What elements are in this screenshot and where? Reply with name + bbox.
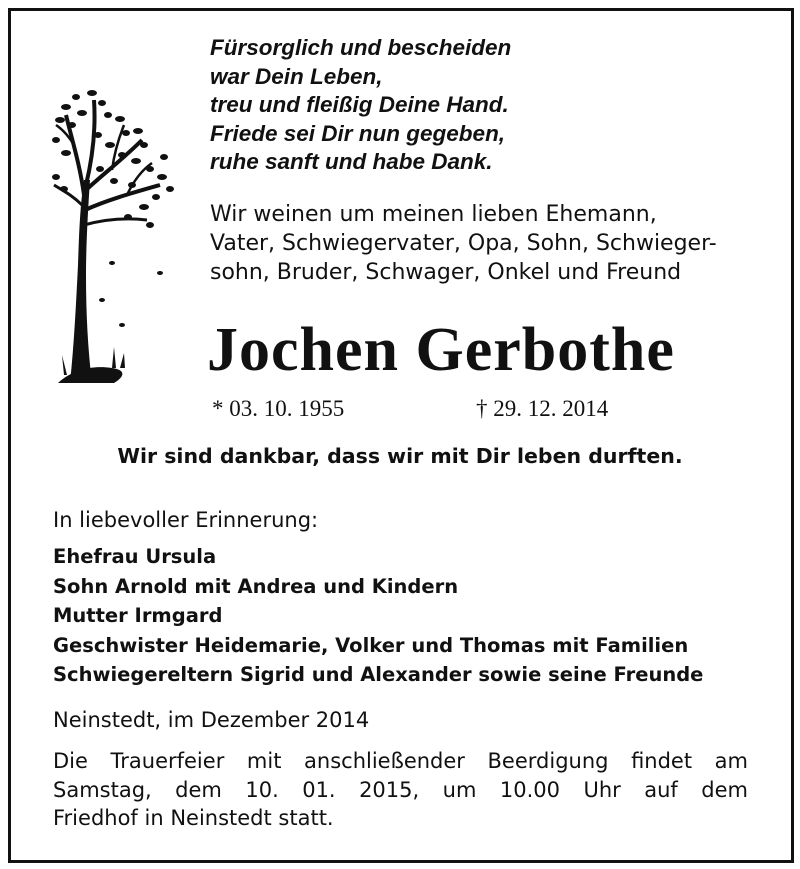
service-line: Die Trauerfeier mit anschließender Beerdigung findet am: [53, 749, 748, 773]
verse-line: treu und fleißig Deine Hand.: [210, 92, 509, 117]
birth-date: * 03. 10. 1955: [212, 396, 345, 421]
deceased-name: Jochen Gerbothe: [207, 316, 675, 384]
mourners-list: [53, 542, 703, 690]
mourner-item: Sohn Arnold mit Andrea und Kindern: [53, 574, 459, 598]
service-info: [53, 747, 748, 833]
intro-line: Vater, Schwiegervater, Opa, Sohn, Schwieger-: [210, 231, 717, 256]
verse-line: Friede sei Dir nun gegeben,: [210, 120, 506, 146]
verse-line: Fürsorglich und bescheiden: [210, 35, 512, 60]
intro-text: [210, 200, 756, 287]
memory-label: In liebevoller Erinnerung:: [53, 508, 319, 532]
service-line: Samstag, dem 10. 01. 2015, um 10.00 Uhr auf dem: [53, 777, 748, 802]
mourner-item: Ehefrau Ursula: [53, 545, 217, 568]
mourner-item: Geschwister Heidemarie, Volker und Thomas mit Familien: [53, 633, 689, 657]
place-date: Neinstedt, im Dezember 2014: [53, 708, 370, 732]
verse-line: ruhe sanft und habe Dank.: [210, 149, 493, 174]
memorial-verse: [210, 34, 511, 177]
verse-line: war Dein Leben,: [210, 63, 383, 89]
tree-silhouette-icon: [52, 85, 178, 385]
intro-line: Wir weinen um meinen lieben Ehemann,: [210, 202, 657, 227]
intro-line: sohn, Bruder, Schwager, Onkel und Freund: [210, 260, 682, 285]
mourner-item: Mutter Irmgard: [53, 604, 223, 627]
mourner-item: Schwiegereltern Sigrid und Alexander sowie seine Freunde: [53, 663, 704, 686]
service-line: Friedhof in Neinstedt statt.: [53, 806, 334, 830]
death-date: † 29. 12. 2014: [476, 396, 609, 421]
thanks-line: Wir sind dankbar, dass wir mit Dir leben durften.: [117, 444, 683, 468]
